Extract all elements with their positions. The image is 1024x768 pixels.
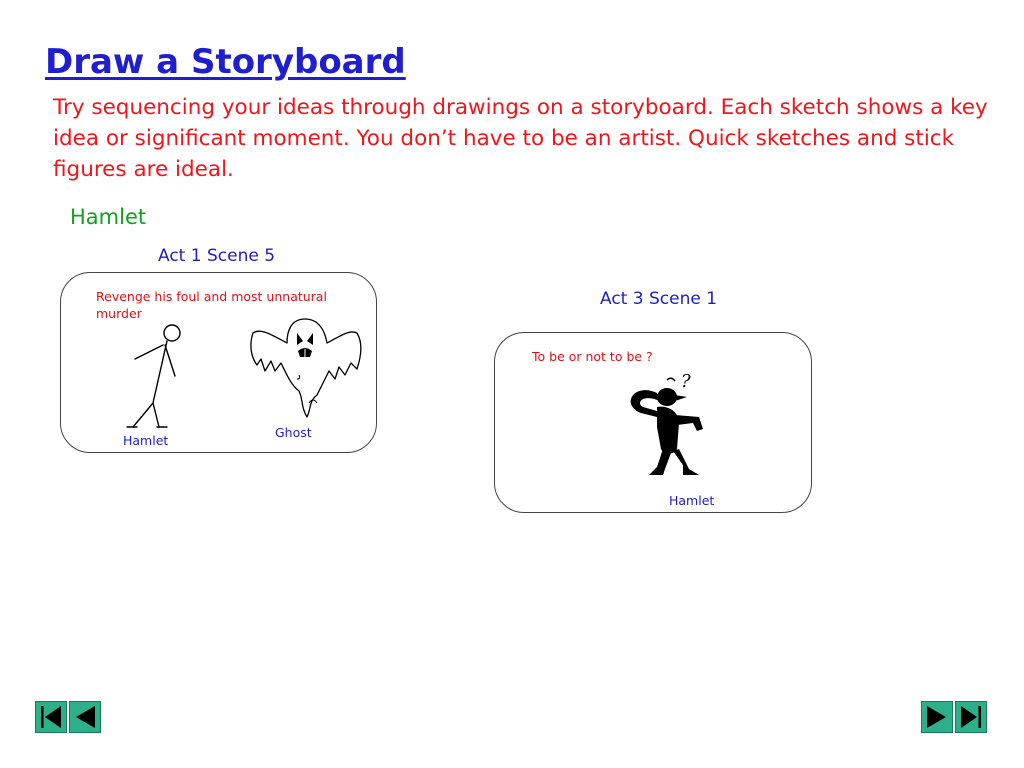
last-slide-icon	[956, 702, 986, 732]
ghost-icon	[247, 313, 365, 423]
panel-1-heading: Act 1 Scene 5	[158, 246, 276, 266]
next-slide-button[interactable]	[921, 701, 953, 733]
last-slide-button[interactable]	[955, 701, 987, 733]
intro-text: Try sequencing your ideas through drawings on a storyboard. Each sketch shows a key idea or significant moment. You don’t have to be an artist. Quick sketches and stick figures are ideal.	[53, 95, 988, 182]
next-slide-icon	[922, 702, 952, 732]
panel-1-label-hamlet: Hamlet	[123, 433, 169, 448]
panel-1-quote: Revenge his foul and most unnatural murder	[96, 289, 327, 321]
panel-2-heading: Act 3 Scene 1	[600, 289, 718, 309]
panel-2-quote: To be or not to be ?	[532, 349, 653, 364]
storyboard-panel-2	[494, 332, 812, 513]
storyboard-panel-1	[60, 272, 377, 453]
panel-2-label-hamlet: Hamlet	[669, 493, 715, 508]
previous-slide-button[interactable]	[69, 701, 101, 733]
first-slide-button[interactable]	[35, 701, 67, 733]
panel-1-label-ghost: Ghost	[275, 425, 312, 440]
first-slide-icon	[36, 702, 66, 732]
play-title: Hamlet	[70, 205, 147, 229]
svg-text:?: ?	[681, 371, 691, 392]
slide-title: Draw a Storyboard	[45, 42, 406, 82]
stick-figure-hamlet-icon	[121, 321, 191, 431]
thinking-figure-icon	[627, 371, 722, 481]
previous-slide-icon	[70, 702, 100, 732]
